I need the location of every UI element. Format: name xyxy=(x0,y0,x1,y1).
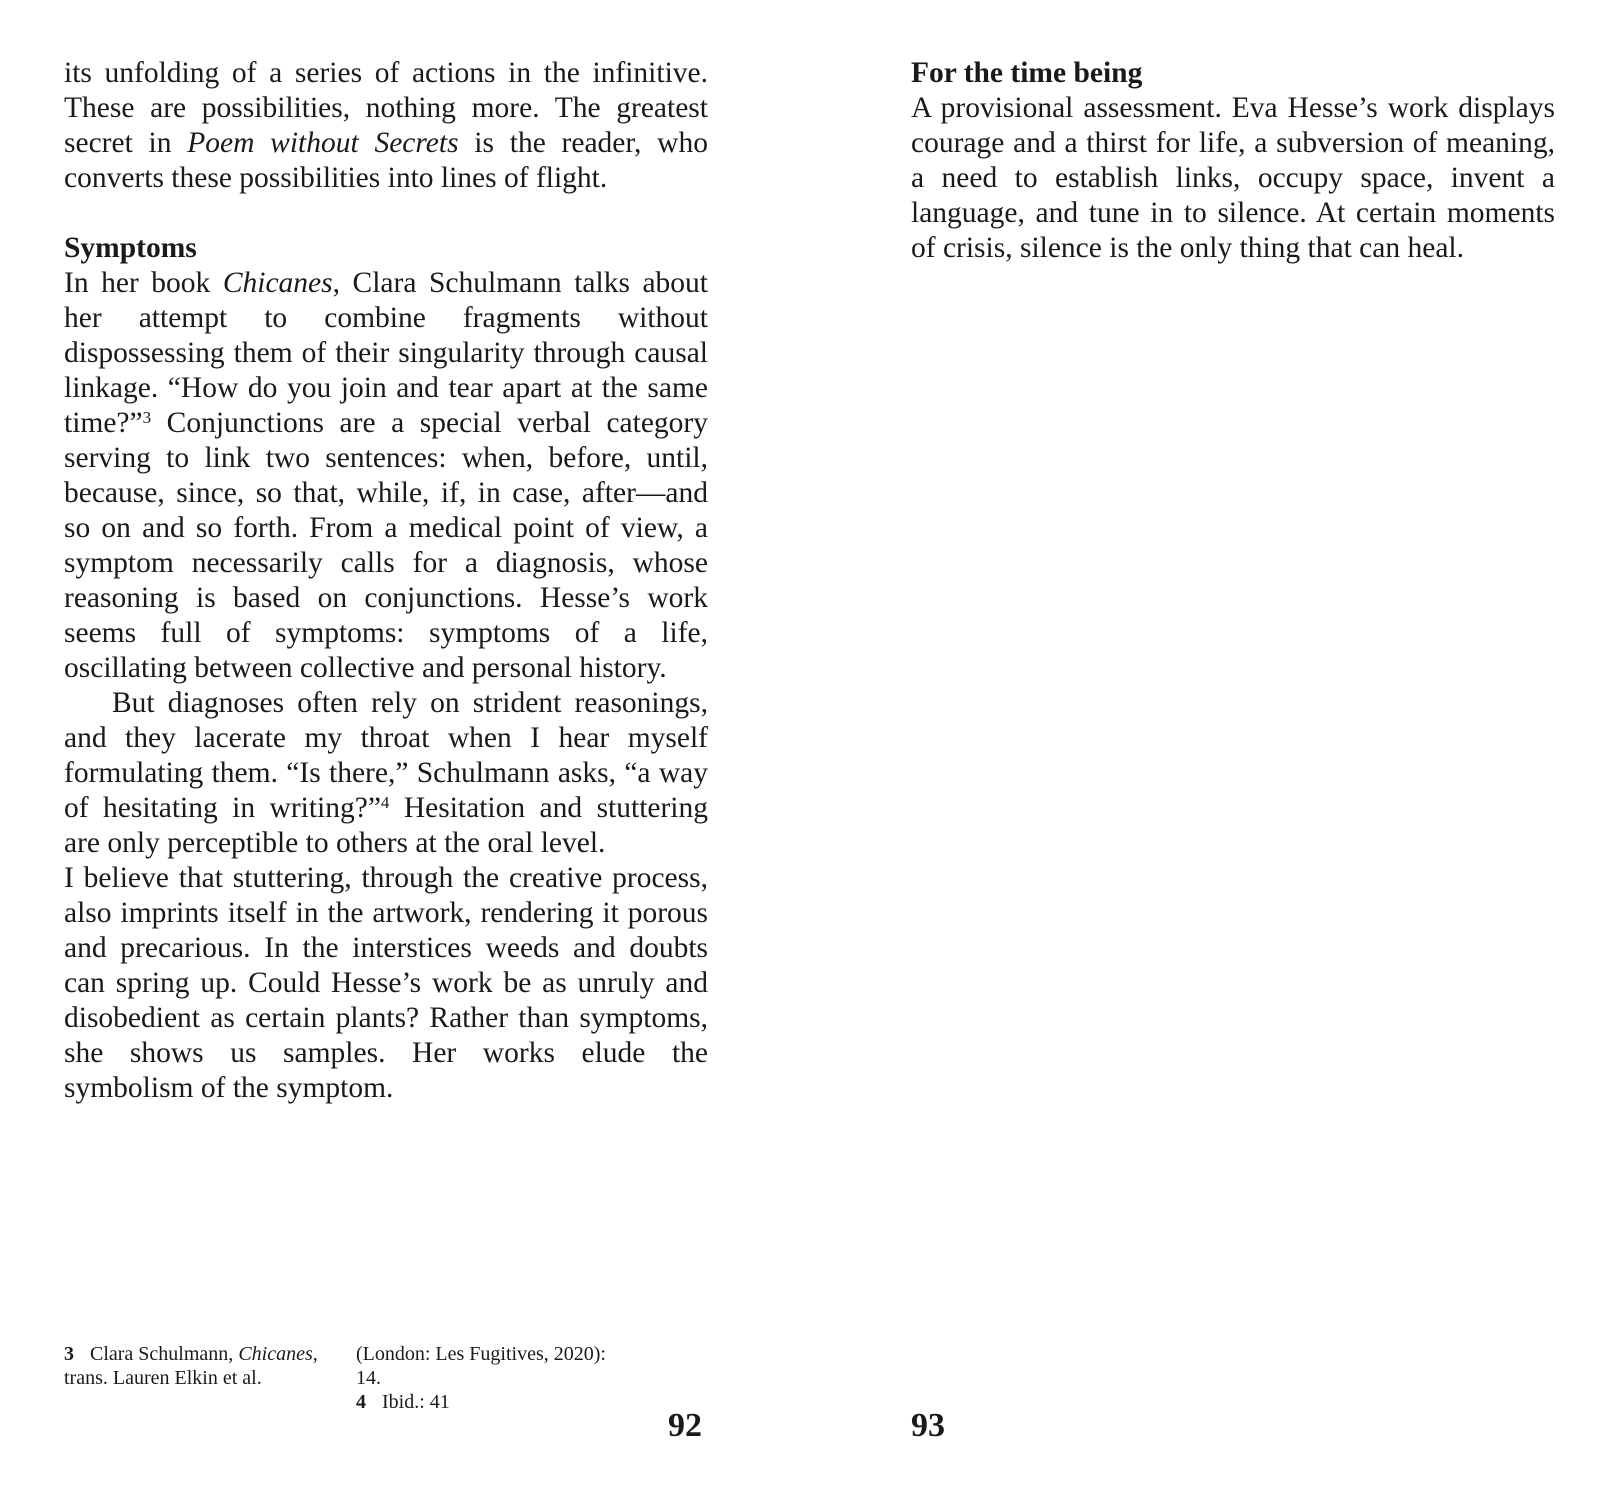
for-the-time-being-heading: For the time being xyxy=(911,57,1143,89)
opening-paragraph-lead: its unfolding of a series of actions in the infinitive. These are possibilities, nothing more. The greatest secret in xyxy=(64,57,708,159)
opening-paragraph-title: Poem without Secrets xyxy=(187,127,459,159)
symptoms-paragraph-2 xyxy=(64,686,708,861)
right-page xyxy=(911,56,1555,266)
page-number-right: 93 xyxy=(911,1407,945,1444)
footnote-3-title: Chicanes, xyxy=(238,1343,318,1365)
symptoms-paragraph-3: I believe that stuttering, through the creative process, also imprints itself in the artwork, rendering it porous and precarious. In the interstices weeds and doubts can spring up. Could Hesse’s work be as unruly and disobedient as certain plants? Rather than symptoms, she shows us samples. Her works elude the symbolism of the symptom. xyxy=(64,862,708,1104)
footnote-ref-4[interactable]: 4 xyxy=(380,793,390,812)
symptoms-heading: Symptoms xyxy=(64,232,197,264)
symptoms-p1-tail: Conjunctions are a special verbal category serving to link two sentences: when, before, until, because, since, so that, while, if, in case, after—and so on and so forth. From a medical point of view, a symptom necessarily calls for a diagnosis, whose reasoning is based on conjunctions. Hesse’s work seems full of symptoms: symptoms of a life, oscillating between collective and personal history. xyxy=(64,407,708,684)
footnote-3-tail: trans. Lauren Elkin et al. (London: Les Fugitives, 2020): 14. xyxy=(64,1343,606,1389)
for-the-time-being-paragraph: A provisional assessment. Eva Hesse’s work displays courage and a thirst for life, a subversion of meaning, a need to establish links, occupy space, invent a language, and tune in to silence. At certain moments of crisis, silence is the only thing that can heal. xyxy=(911,92,1555,264)
symptoms-p1-lead: In her book xyxy=(64,267,223,299)
footnote-ref-3[interactable]: 3 xyxy=(142,408,152,427)
section-spacer xyxy=(64,196,708,231)
footnotes xyxy=(64,1342,624,1414)
opening-paragraph-tail: is the reader, who converts these possibilities into lines of flight. xyxy=(64,127,708,194)
symptoms-p1-mid: , Clara Schulmann talks about her attempt to combine fragments without dispossessing them of their singularity through causal linkage. “How do you join and tear apart at the same time?” xyxy=(64,267,708,439)
footnote-3-number: 3 xyxy=(64,1343,74,1365)
left-page xyxy=(64,56,708,1106)
symptoms-paragraph-1 xyxy=(64,266,708,686)
symptoms-p1-title: Chicanes xyxy=(222,267,333,299)
opening-paragraph xyxy=(64,56,708,196)
footnote-4-text: Ibid.: 41 xyxy=(382,1391,450,1413)
page-number-left: 92 xyxy=(668,1407,702,1444)
footnote-4-number: 4 xyxy=(356,1391,366,1413)
symptoms-p2-tail: Hesitation and stuttering are only perceptible to others at the oral level. xyxy=(64,792,708,859)
footnote-4 xyxy=(356,1390,624,1414)
symptoms-p2-lead: But diagnoses often rely on strident reasonings, and they lacerate my throat when I hear myself formulating them. “Is there,” Schulmann asks, “a way of hesitating in writing?” xyxy=(64,687,708,824)
footnote-3-lead: Clara Schulmann, xyxy=(90,1343,239,1365)
